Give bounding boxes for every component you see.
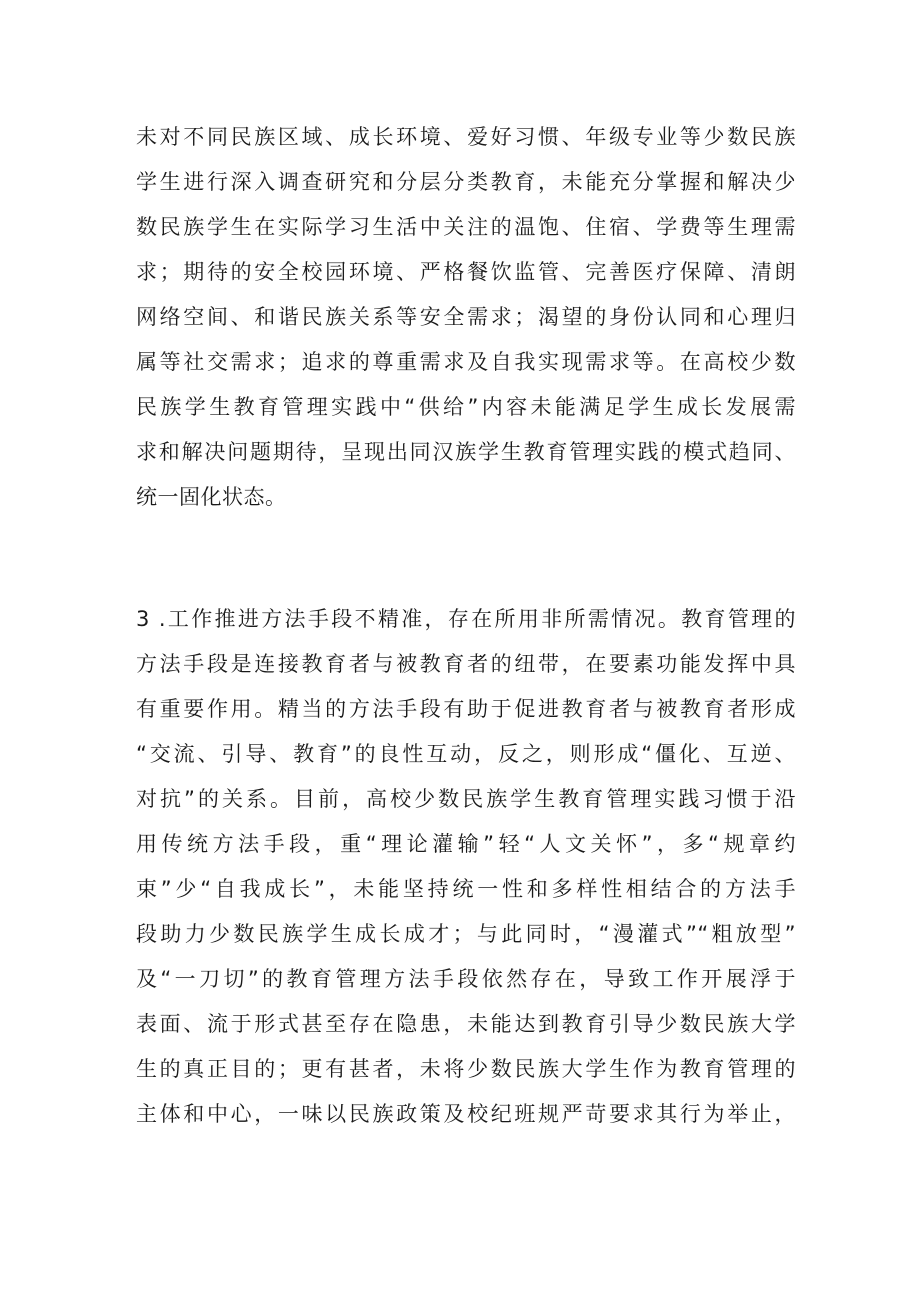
text-line: 及“一刀切”的教育管理方法手段依然存在，导致工作开展浮于 [136, 967, 796, 991]
text-line: 3 .工作推进方法手段不精准，存在所用非所需情况。教育管理的 [136, 607, 796, 631]
text-line: 束”少“自我成长”，未能坚持统一性和多样性相结合的方法手 [136, 877, 796, 901]
text-line: 方法手段是连接教育者与被教育者的纽带，在要素功能发挥中具 [136, 652, 796, 676]
text-line: 属等社交需求；追求的尊重需求及自我实现需求等。在高校少数 [136, 350, 796, 374]
text-line: 主体和中心，一味以民族政策及校纪班规严苛要求其行为举止， [136, 1102, 796, 1126]
text-line: “交流、引导、教育”的良性互动，反之，则形成“僵化、互逆、 [136, 742, 796, 766]
text-line: 数民族学生在实际学习生活中关注的温饱、住宿、学费等生理需 [136, 215, 796, 239]
text-line: 求；期待的安全校园环境、严格餐饮监管、完善医疗保障、清朗 [136, 260, 796, 284]
text-line: 用传统方法手段，重“理论灌输”轻“人文关怀”，多“规章约 [136, 832, 796, 856]
text-line: 求和解决问题期待，呈现出同汉族学生教育管理实践的模式趋同、 [136, 440, 796, 464]
text-line: 段助力少数民族学生成长成才；与此同时，“漫灌式”“粗放型” [136, 922, 796, 946]
text-line: 对抗”的关系。目前，高校少数民族学生教育管理实践习惯于沿 [136, 787, 796, 811]
paragraph-needs-analysis [136, 115, 796, 520]
text-line: 民族学生教育管理实践中“供给”内容未能满足学生成长发展需 [136, 395, 796, 419]
text-line: 表面、流于形式甚至存在隐患，未能达到教育引导少数民族大学 [136, 1012, 796, 1036]
paragraph-methods [136, 597, 796, 1137]
text-line: 学生进行深入调查研究和分层分类教育，未能充分掌握和解决少 [136, 170, 796, 194]
text-line: 生的真正目的；更有甚者，未将少数民族大学生作为教育管理的 [136, 1057, 796, 1081]
text-line: 有重要作用。精当的方法手段有助于促进教育者与被教育者形成 [136, 697, 796, 721]
text-line: 统一固化状态。 [136, 485, 287, 509]
text-line: 网络空间、和谐民族关系等安全需求；渴望的身份认同和心理归 [136, 305, 796, 329]
text-line: 未对不同民族区域、成长环境、爱好习惯、年级专业等少数民族 [136, 125, 796, 149]
